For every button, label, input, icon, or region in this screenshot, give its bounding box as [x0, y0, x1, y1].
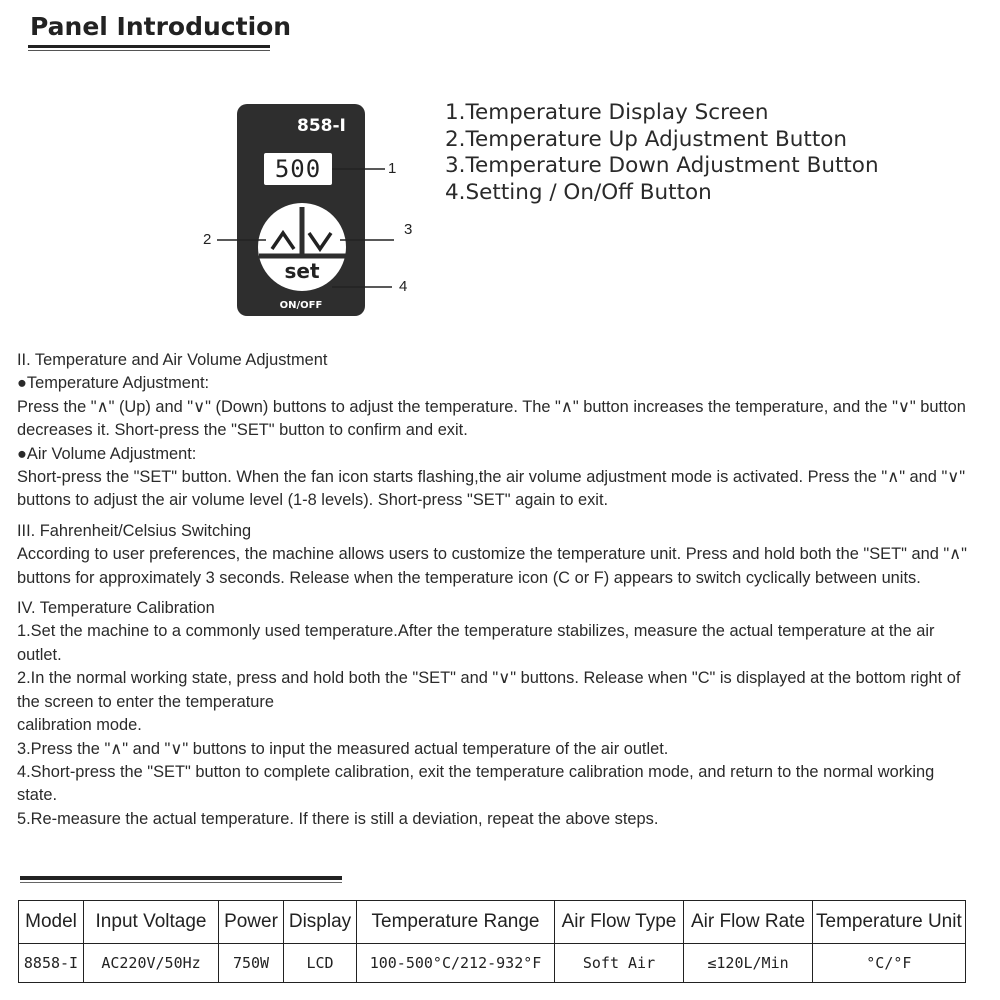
calibration-step-3: 3.Press the "∧" and "∨" buttons to input the measured actual temperature of the air outlet. — [17, 739, 669, 758]
col-input-voltage: Input Voltage — [84, 901, 219, 944]
spec-data-row — [19, 944, 966, 983]
col-temperature-range: Temperature Range — [357, 901, 555, 944]
legend-item-display: 1.Temperature Display Screen — [445, 100, 769, 125]
divider-thin — [20, 882, 342, 883]
section-4-title: IV. Temperature Calibration — [17, 599, 215, 618]
callout-number-3: 3 — [404, 221, 413, 238]
unit-switch-body: According to user preferences, the machine allows users to customize the temperature unit. Press and hold both the "SET" and "∧" buttons for approximately 3 seconds. Release when the temperature icon (C or F) appears to switch cyclically between units. — [17, 545, 967, 587]
calibration-step-4: 4.Short-press the "SET" button to complete calibration, exit the temperature calibration mode, and return to the normal working state. — [17, 762, 935, 805]
calibration-step-5: 5.Re-measure the actual temperature. If there is still a deviation, repeat the above steps. — [17, 809, 659, 828]
col-air-flow-rate: Air Flow Rate — [684, 901, 813, 944]
calibration-step-2: 2.In the normal working state, press and hold both the "SET" and "∨" buttons. Release when "C" is displayed at the bottom right of the screen to enter the temperature — [17, 669, 961, 711]
callout-number-1: 1 — [388, 160, 397, 177]
calibration-step-2-cont: calibration mode. — [17, 716, 142, 735]
panel-legend — [445, 100, 879, 206]
cell-air-flow-type: Soft Air — [555, 944, 684, 983]
set-button-label: set — [284, 259, 320, 283]
down-arrow-icon — [309, 233, 331, 249]
up-arrow-icon — [272, 233, 294, 249]
temp-adjust-heading: ●Temperature Adjustment: — [17, 374, 210, 393]
cell-model: 8858-I — [19, 944, 84, 983]
spec-table — [18, 900, 966, 983]
air-adjust-heading: ●Air Volume Adjustment: — [17, 444, 197, 463]
cell-air-flow-rate: ≤120L/Min — [684, 944, 813, 983]
cell-power: 750W — [219, 944, 284, 983]
section-3-title: III. Fahrenheit/Celsius Switching — [17, 521, 252, 540]
col-power: Power — [219, 901, 284, 944]
col-display: Display — [284, 901, 357, 944]
instructions — [17, 349, 977, 831]
cell-input-voltage: AC220V/50Hz — [84, 944, 219, 983]
temperature-display-screen: 500 — [264, 153, 332, 185]
callout-number-2: 2 — [203, 231, 212, 248]
temp-adjust-body: Press the "∧" (Up) and "∨" (Down) buttons to adjust the temperature. The "∧" button increases the temperature, and the "∨" button decreases it. Short-press the "SET" button to confirm and exit. — [17, 397, 966, 440]
callout-number-4: 4 — [399, 278, 408, 295]
spec-header-row — [19, 901, 966, 944]
air-adjust-body: Short-press the "SET" button. When the fan icon starts flashing,the air volume adjustment mode is activated. Press the "∧" and "∨" buttons to adjust the air volume level (1-8 levels). Short-press "SET" again to exit. — [17, 468, 966, 510]
cell-temperature-range: 100-500°C/212-932°F — [357, 944, 555, 983]
device-model-label: 858-I — [297, 116, 346, 136]
onoff-label: ON/OFF — [279, 300, 323, 311]
cell-display: LCD — [284, 944, 357, 983]
divider-thick — [20, 876, 342, 880]
section-2-title: II. Temperature and Air Volume Adjustment — [17, 351, 328, 369]
col-air-flow-type: Air Flow Type — [555, 901, 684, 944]
legend-item-set: 4.Setting / On/Off Button — [445, 179, 712, 205]
legend-item-down: 3.Temperature Down Adjustment Button — [445, 153, 879, 178]
legend-item-up: 2.Temperature Up Adjustment Button — [445, 126, 848, 152]
col-temperature-unit: Temperature Unit — [813, 901, 966, 944]
col-model: Model — [19, 901, 84, 944]
page-title: Panel Introduction — [30, 12, 292, 41]
calibration-step-1: 1.Set the machine to a commonly used temperature.After the temperature stabilizes, measure the actual temperature at the air outlet. — [17, 622, 935, 664]
cell-temperature-unit: °C/°F — [813, 944, 966, 983]
